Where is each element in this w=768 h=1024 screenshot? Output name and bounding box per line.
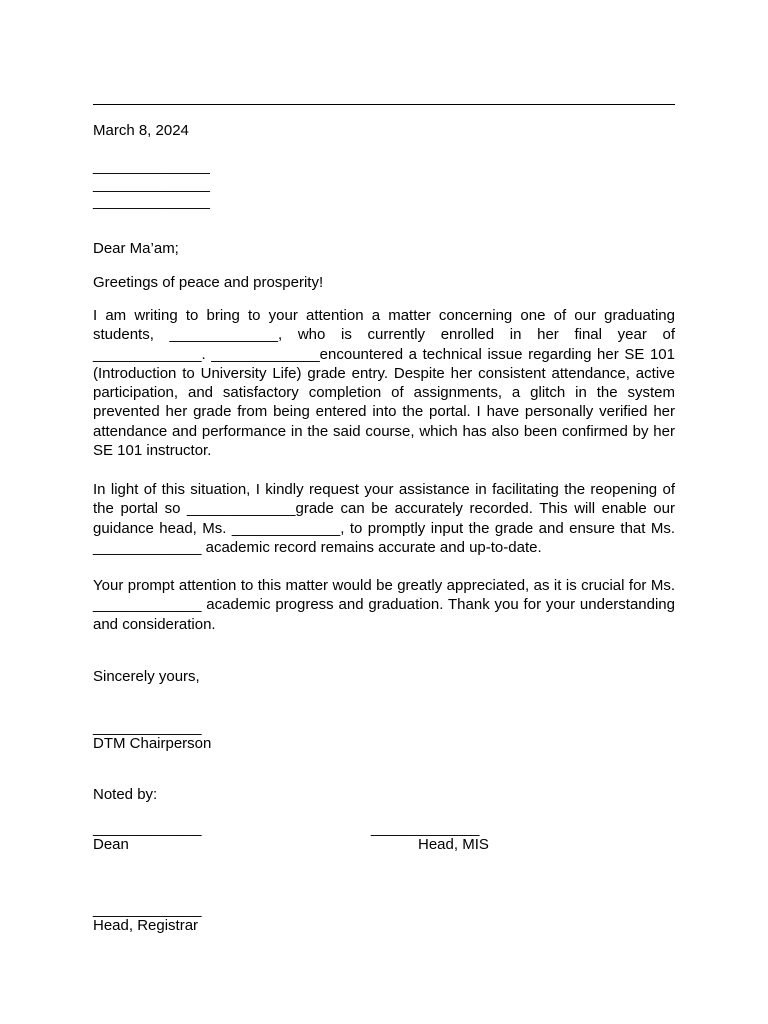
mis-signature-line: _____________ (371, 820, 480, 837)
registrar-title: Head, Registrar (93, 917, 199, 934)
letter-date: March 8, 2024 (93, 122, 189, 139)
signature-line: _____________ (93, 719, 202, 736)
recipient-line-1: ______________ (93, 158, 210, 175)
dean-title: Dean (93, 836, 129, 853)
noted-by-label: Noted by: (93, 786, 158, 803)
registrar-signature-line: _____________ (93, 901, 202, 918)
recipient-line-2: ______________ (93, 176, 210, 193)
body-paragraph-1: I am writing to bring to your attention a matter concerning one of our graduating students, _____________, who is currently enrolled in her final year of _____________. _____________encountered a technical issue regarding her SE 101 (Introduction to University Life) grade entry. Despite her consistent attendance, active participation, and satisfactory completion of assignments, a glitch in the system prevented her grade from being entered into the portal. I have personally verified her attendance and performance in the said course, which has also been confirmed by her SE 101 instructor. (93, 307, 675, 460)
signatory-title: DTM Chairperson (93, 735, 212, 752)
dean-signature-line: _____________ (93, 820, 202, 837)
closing: Sincerely yours, (93, 668, 200, 685)
recipient-line-3: ______________ (93, 193, 210, 210)
body-paragraph-3: Your prompt attention to this matter would be greatly appreciated, as it is crucial for Ms. _____________ academic progress and graduation. Thank you for your understanding and consideration. (93, 577, 675, 633)
header-rule (93, 104, 675, 105)
greeting: Greetings of peace and prosperity! (93, 274, 324, 291)
salutation: Dear Ma’am; (93, 240, 179, 257)
body-paragraph-2: In light of this situation, I kindly request your assistance in facilitating the reopening of the portal so _____________grade can be accurately recorded. This will enable our guidance head, Ms. _____________, to promptly input the grade and ensure that Ms. _____________ academic record remains accurate and up-to-date. (93, 481, 675, 556)
mis-title: Head, MIS (418, 836, 489, 853)
